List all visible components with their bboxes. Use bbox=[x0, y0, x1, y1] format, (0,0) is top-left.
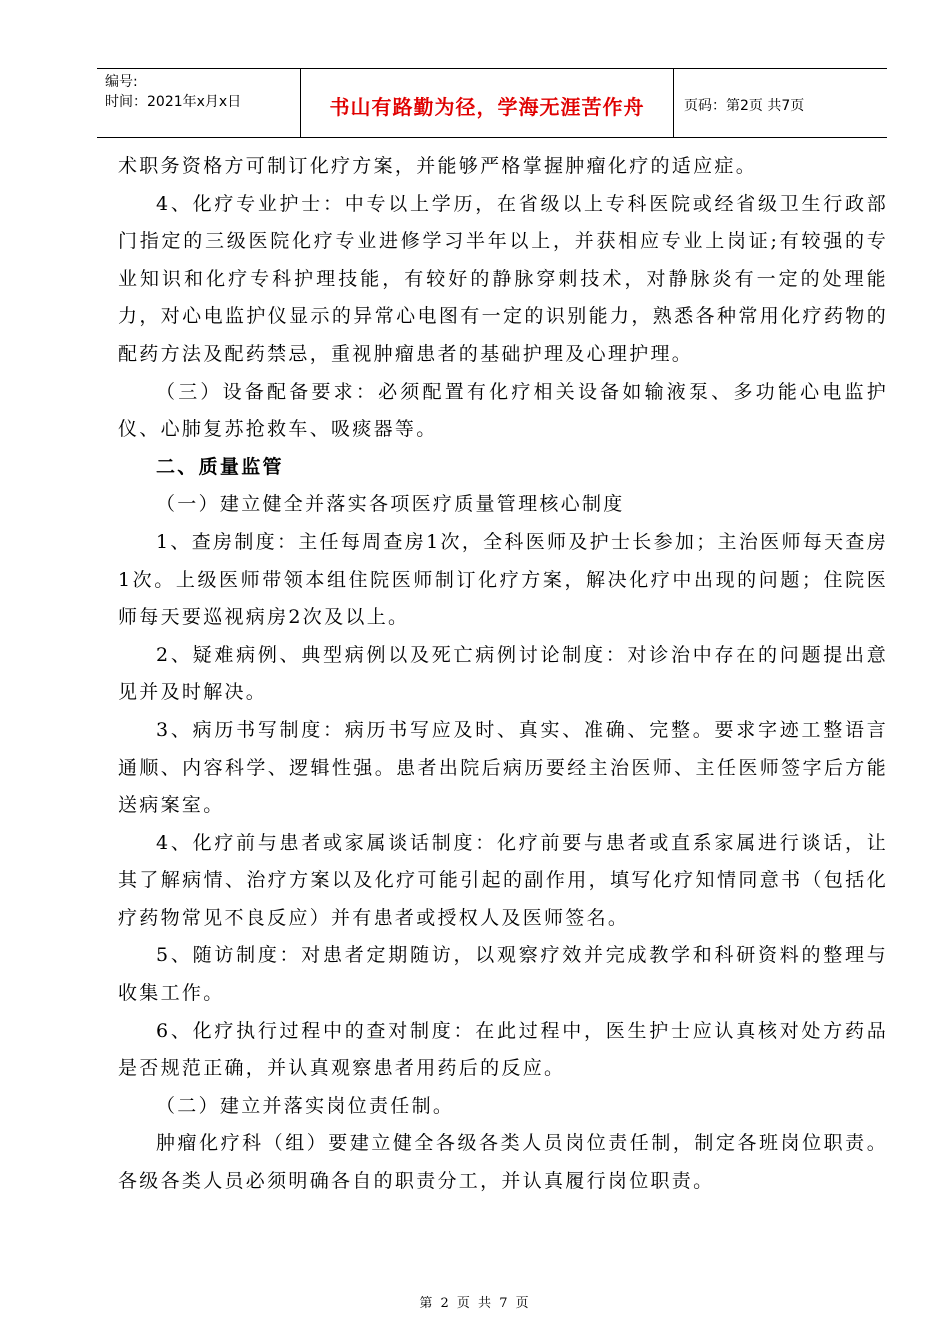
paragraph-post-duties: 肿瘤化疗科（组）要建立健全各级各类人员岗位责任制，制定各班岗位职责。各级各类人员必须明确各自的职责分工，并认真履行岗位职责。 bbox=[118, 1132, 888, 1193]
subsection-heading-responsibility: （二）建立并落实岗位责任制。 bbox=[156, 1094, 455, 1117]
subsection-heading-core-rules: （一）建立健全并落实各项医疗质量管理核心制度 bbox=[156, 493, 625, 516]
paragraph-case-discussion: 2、疑难病例、典型病例以及死亡病例讨论制度：对诊治中存在的问题提出意见并及时解决。 bbox=[118, 643, 888, 704]
document-id-label: 编号: bbox=[105, 74, 138, 90]
page-header bbox=[97, 68, 887, 138]
paragraph-consent-talk: 4、化疗前与患者或家属谈话制度：化疗前要与患者或直系家属进行谈话，让其了解病情、治疗方案以及化疗可能引起的副作用，填写化疗知情同意书（包括化疗药物常见不良反应）并有患者或授权人及医师签名。 bbox=[118, 831, 888, 929]
paragraph-nurse-requirements: 4、化疗专业护士：中专以上学历，在省级以上专科医院或经省级卫生行政部门指定的三级医院化疗专业进修学习半年以上，并获相应专业上岗证;有较强的专业知识和化疗专科护理技能，有较好的静脉穿刺技术，对静脉炎有一定的处理能力，对心电监护仪显示的异常心电图有一定的识别能力，熟悉各种常用化疗药物的配药方法及配药禁忌，重视肿瘤患者的基础护理及心理护理。 bbox=[118, 192, 888, 365]
paragraph-equipment: （三）设备配备要求：必须配置有化疗相关设备如输液泵、多功能心电监护仪、心肺复苏抢救车、吸痰器等。 bbox=[118, 380, 888, 441]
paragraph-ward-rounds: 1、查房制度：主任每周查房1次，全科医师及护士长参加；主治医师每天查房1次。上级医师带领本组住院医师制订化疗方案，解决化疗中出现的问题；住院医师每天要巡视病房2次及以上。 bbox=[118, 530, 888, 629]
page-footer: 第 2 页 共 7 页 bbox=[419, 1296, 531, 1311]
header-page-cell bbox=[674, 69, 887, 137]
header-page-info: 页码：第2页 共7页 bbox=[684, 98, 805, 114]
header-motto-cell bbox=[301, 69, 674, 137]
document-body bbox=[118, 148, 888, 1201]
paragraph-continuation: 术职务资格方可制订化疗方案，并能够严格掌握肿瘤化疗的适应症。 bbox=[118, 155, 758, 177]
header-motto: 书山有路勤为径，学海无涯苦作舟 bbox=[329, 95, 645, 119]
section-heading-quality: 二、质量监管 bbox=[156, 455, 284, 478]
document-time-label: 时间：2021年x月x日 bbox=[105, 94, 242, 110]
paragraph-medical-records: 3、病历书写制度：病历书写应及时、真实、准确、完整。要求字迹工整语言通顺、内容科学、逻辑性强。患者出院后病历要经主治医师、主任医师签字后方能送病案室。 bbox=[118, 718, 888, 817]
paragraph-follow-up: 5、随访制度：对患者定期随访，以观察疗效并完成教学和科研资料的整理与收集工作。 bbox=[118, 944, 888, 1005]
header-meta-cell bbox=[97, 69, 301, 137]
paragraph-verification: 6、化疗执行过程中的查对制度：在此过程中，医生护士应认真核对处方药品是否规范正确，并认真观察患者用药后的反应。 bbox=[118, 1019, 888, 1080]
